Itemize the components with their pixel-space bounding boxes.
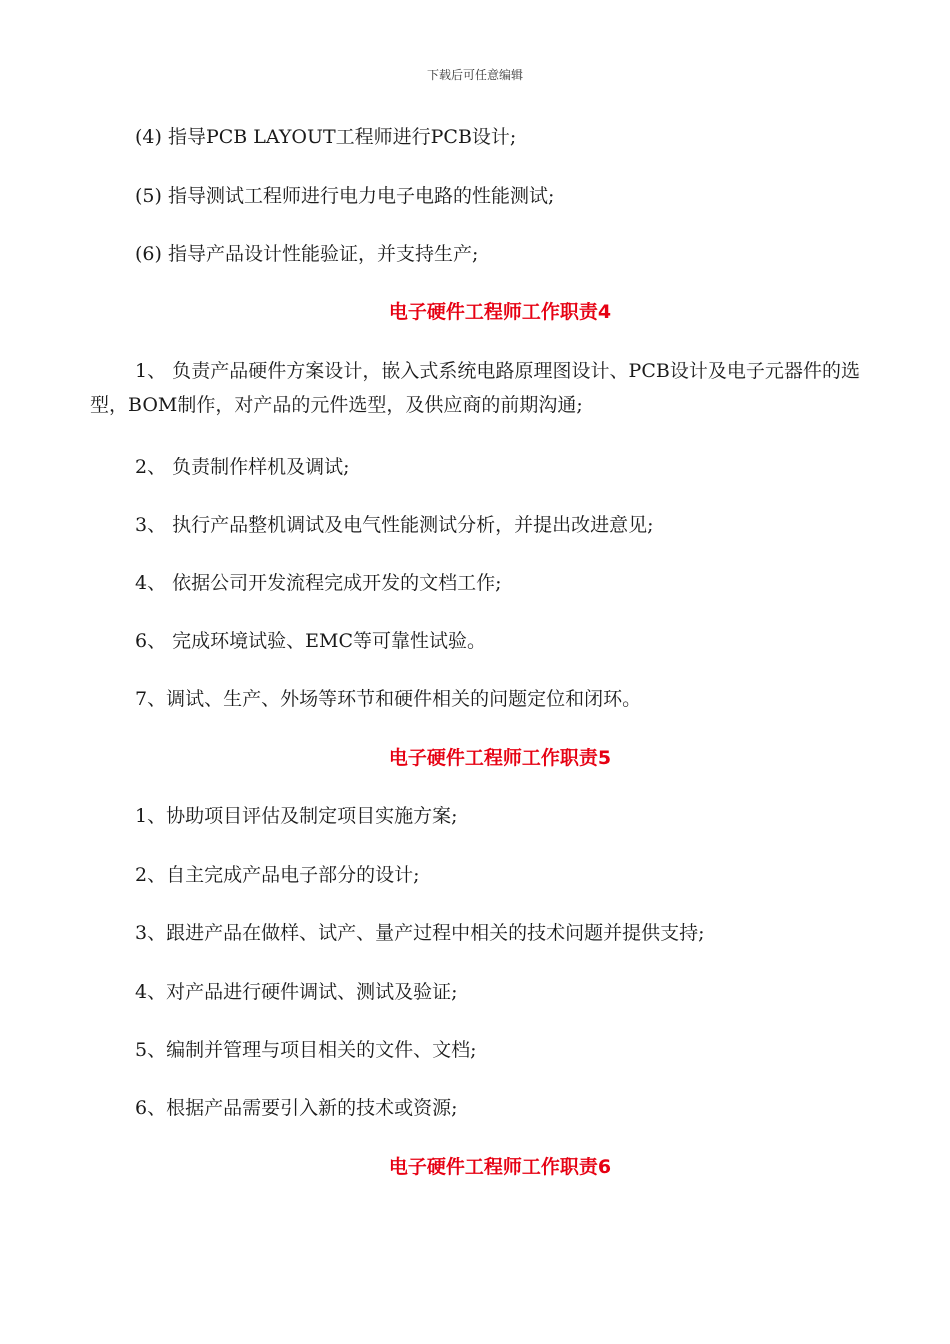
- section-4-title: 电子硬件工程师工作职责4: [388, 301, 612, 323]
- list-item: 5、编制并管理与项目相关的文件、文档;: [135, 1039, 477, 1061]
- list-item: 3、跟进产品在做样、试产、量产过程中相关的技术问题并提供支持;: [135, 922, 705, 944]
- list-item: 6、根据产品需要引入新的技术或资源;: [135, 1097, 458, 1119]
- list-item: 1、协助项目评估及制定项目实施方案;: [135, 805, 458, 827]
- list-item: 2、自主完成产品电子部分的设计;: [135, 864, 420, 886]
- list-item: 3、 执行产品整机调试及电气性能测试分析，并提出改进意见;: [135, 514, 654, 536]
- list-item: (6) 指导产品设计性能验证，并支持生产;: [135, 243, 479, 265]
- list-item: 6、 完成环境试验、EMC等可靠性试验。: [135, 630, 486, 652]
- list-item: (4) 指导PCB LAYOUT工程师进行PCB设计;: [135, 126, 517, 148]
- section-5-title: 电子硬件工程师工作职责5: [388, 747, 612, 769]
- list-item: (5) 指导测试工程师进行电力电子电路的性能测试;: [135, 185, 555, 207]
- list-item: 1、 负责产品硬件方案设计，嵌入式系统电路原理图设计、PCB设计及电子元器件的选型，BOM制作，对产品的元件选型，及供应商的前期沟通;: [90, 360, 860, 416]
- list-item: 4、 依据公司开发流程完成开发的文档工作;: [135, 572, 502, 594]
- list-item: 2、 负责制作样机及调试;: [135, 456, 350, 478]
- section-6-title: 电子硬件工程师工作职责6: [388, 1156, 612, 1178]
- page-header: 下载后可任意编辑: [426, 68, 523, 82]
- list-item: 4、对产品进行硬件调试、测试及验证;: [135, 981, 458, 1003]
- list-item: 7、调试、生产、外场等环节和硬件相关的问题定位和闭环。: [135, 688, 642, 710]
